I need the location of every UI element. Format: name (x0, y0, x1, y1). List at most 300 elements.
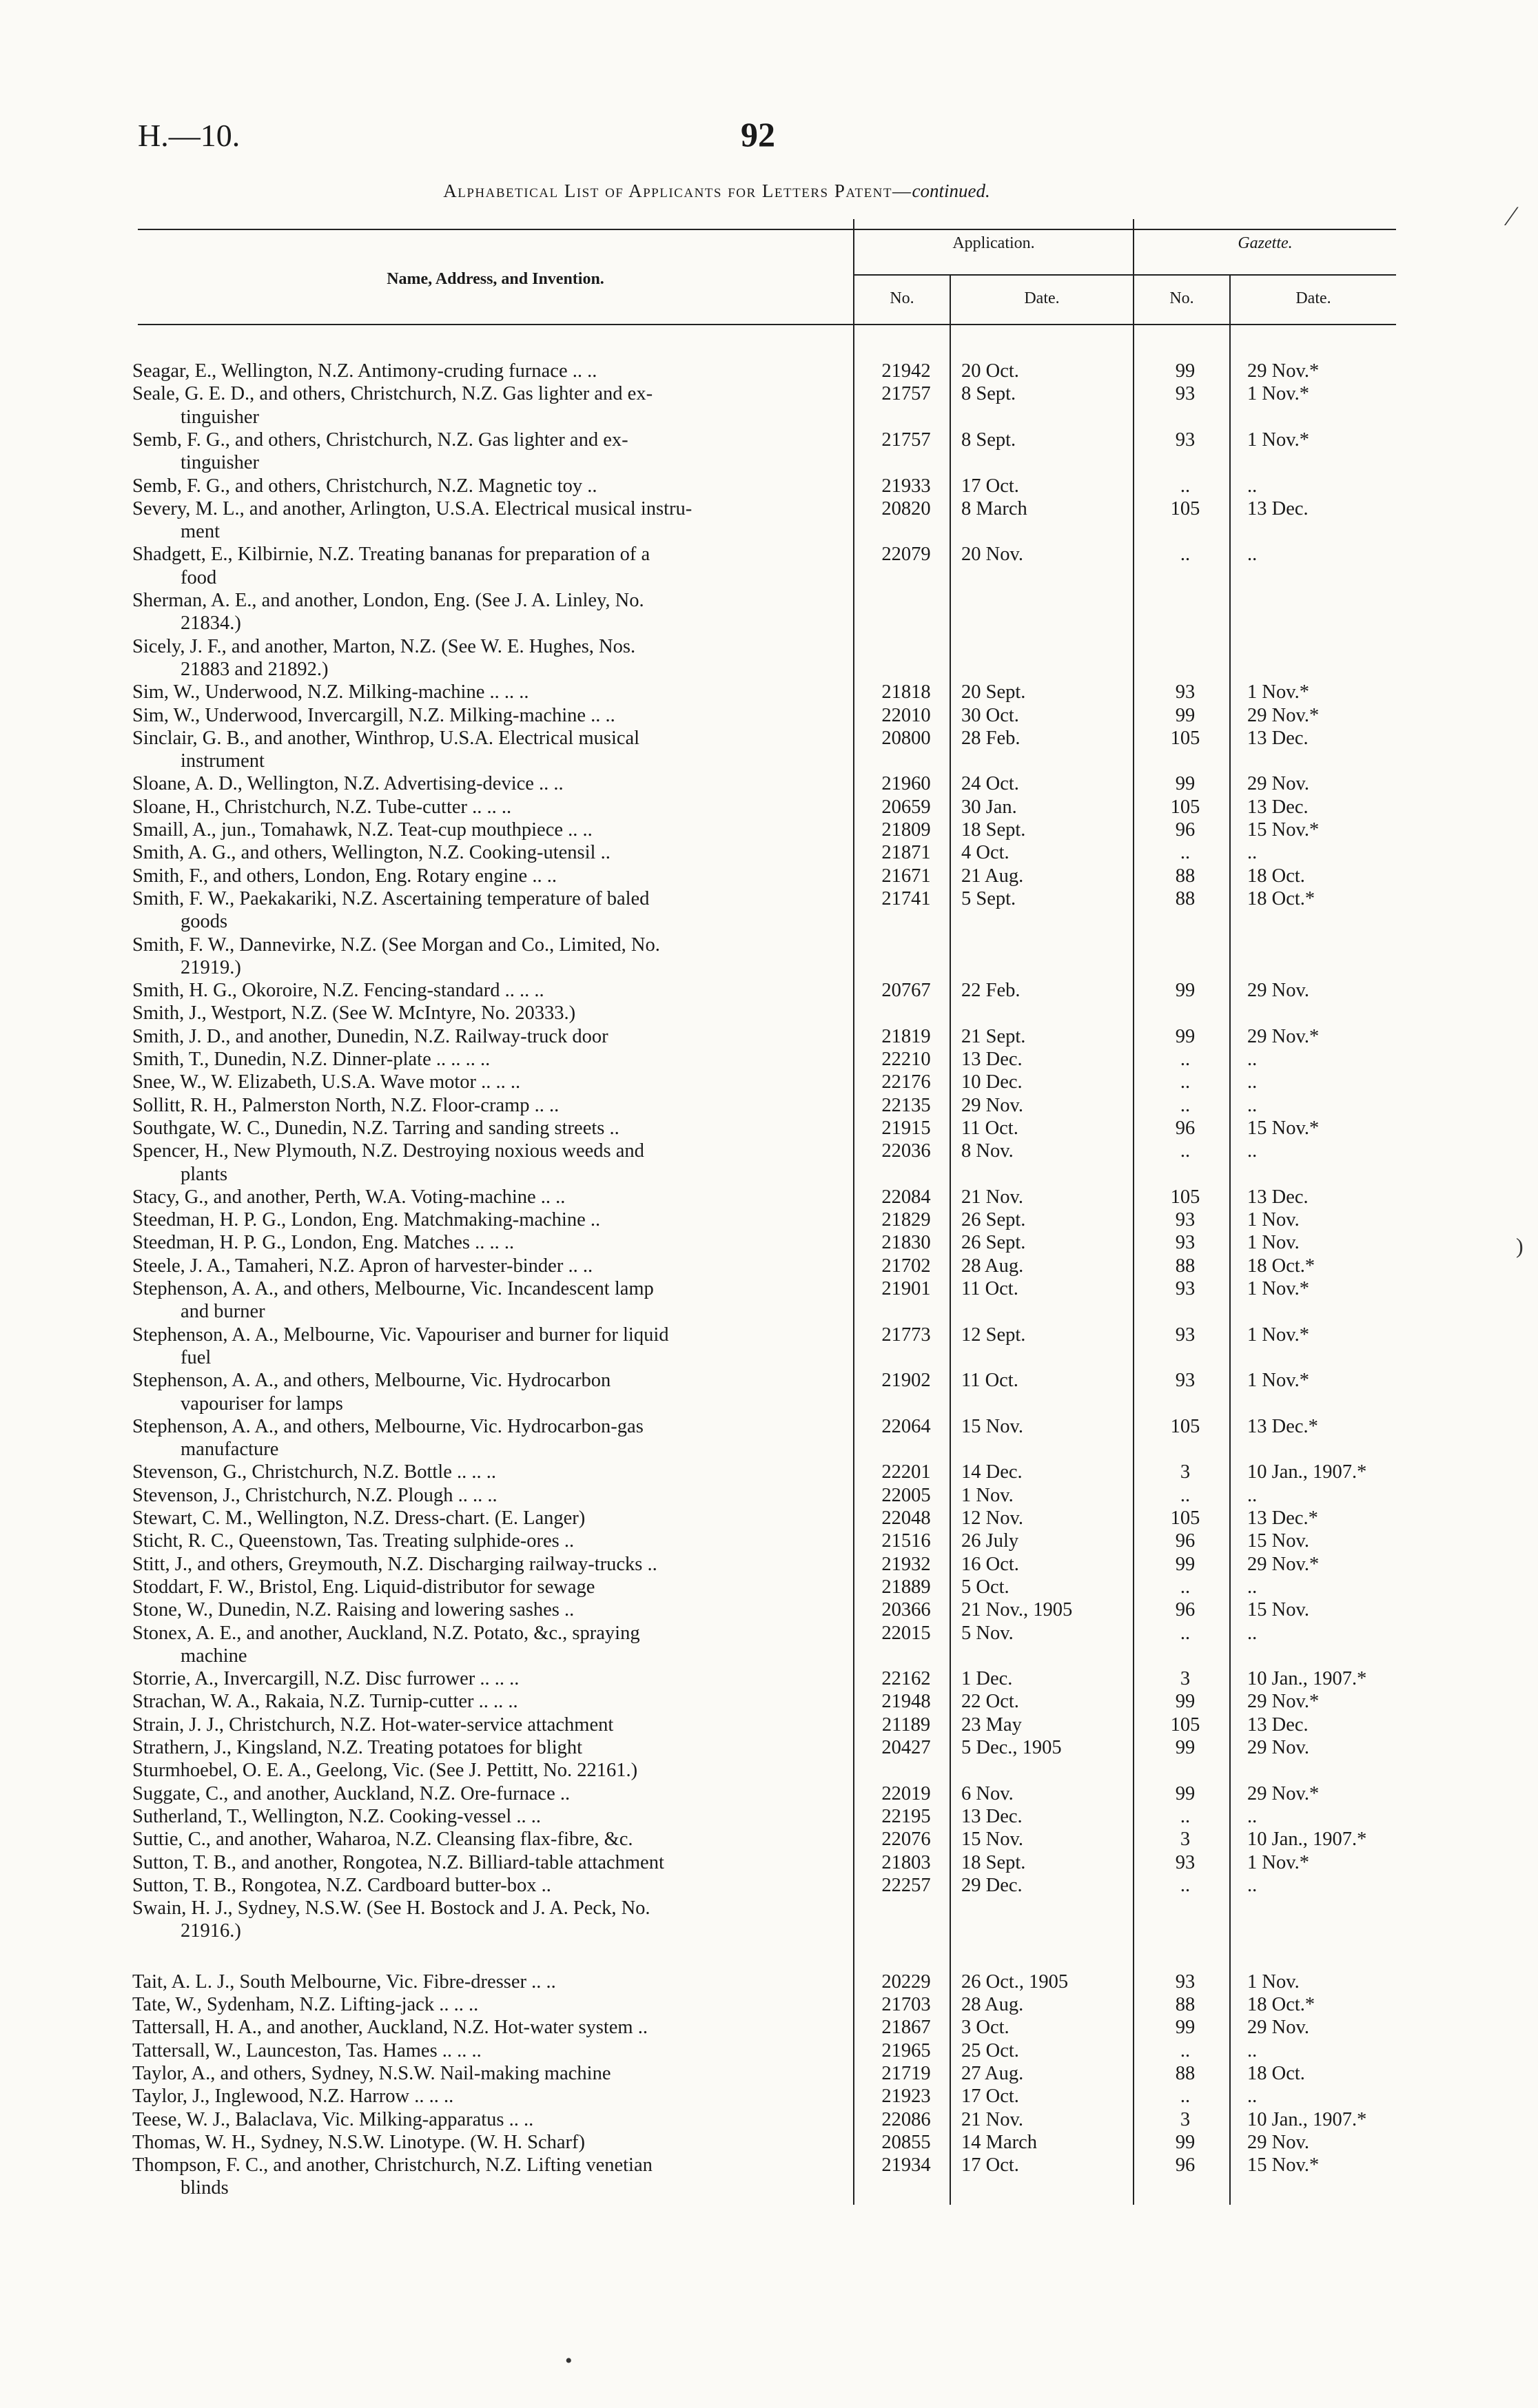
gazette-date: 13 Dec.* (1247, 1415, 1318, 1437)
application-number: 21757 (881, 429, 931, 451)
gazette-date: .. (1247, 1140, 1258, 1162)
gazette-number: 96 (1175, 819, 1196, 841)
gazette-date: 1 Nov.* (1247, 1324, 1309, 1346)
table-row-continuation (0, 658, 1538, 681)
application-number: 22076 (881, 1829, 931, 1851)
applicant-entry: Shadgett, E., Kilbirnie, N.Z. Treating bananas for preparation of a (132, 544, 650, 566)
application-number: 21803 (881, 1851, 931, 1873)
gazette-date: 29 Nov.* (1247, 1025, 1320, 1047)
application-date: 1 Dec. (961, 1668, 1013, 1690)
applicant-entry: Strathern, J., Kingsland, N.Z. Treating potatoes for blight (132, 1737, 583, 1758)
gazette-number: 93 (1175, 1370, 1196, 1392)
application-number: 22036 (881, 1140, 931, 1162)
header-application-date: Date. (1024, 289, 1060, 307)
application-date: 8 March (961, 497, 1027, 519)
application-number: 21830 (881, 1232, 931, 1254)
gazette-number: 93 (1175, 1324, 1196, 1346)
table-row-continuation (0, 406, 1538, 429)
gazette-date: 13 Dec. (1247, 497, 1309, 519)
application-number: 21867 (881, 2017, 931, 2039)
application-number: 21516 (881, 1530, 931, 1552)
gazette-number: .. (1180, 1622, 1191, 1644)
application-number: 22176 (881, 1071, 931, 1093)
caption-main: Alphabetical List of Applicants for Letters Patent— (443, 181, 912, 201)
gazette-number: 93 (1175, 429, 1196, 451)
application-number: 21829 (881, 1209, 931, 1231)
table-row (0, 1369, 1538, 1392)
applicant-entry: Sutherland, T., Wellington, N.Z. Cooking-vessel .. .. (132, 1805, 541, 1827)
table-row (0, 1828, 1538, 1851)
gazette-number: 93 (1175, 1970, 1196, 1993)
gazette-date: 18 Oct. (1247, 865, 1305, 887)
application-number: 21948 (881, 1691, 931, 1713)
table-row-continuation (0, 520, 1538, 543)
application-date: 25 Oct. (961, 2039, 1019, 2061)
applicant-entry: tinguisher (181, 406, 259, 428)
table-row (0, 1970, 1538, 1993)
application-number: 21671 (881, 865, 931, 887)
table-row (0, 1461, 1538, 1483)
table-row (0, 1622, 1538, 1645)
applicant-entry: Sutton, T. B., Rongotea, N.Z. Cardboard butter-box .. (132, 1874, 551, 1896)
application-date: 21 Sept. (961, 1025, 1026, 1047)
application-number: 22195 (881, 1805, 931, 1827)
applicant-entry: Tattersall, W., Launceston, Tas. Hames .. .. .. (132, 2039, 482, 2061)
application-date: 5 Dec., 1905 (961, 1737, 1062, 1758)
gazette-number: 93 (1175, 681, 1196, 703)
application-number: 20427 (881, 1737, 931, 1758)
gazette-date: 1 Nov. (1247, 1232, 1300, 1254)
application-number: 20800 (881, 727, 931, 749)
table-row (0, 1324, 1538, 1346)
gazette-number: 93 (1175, 383, 1196, 405)
table-row (0, 2016, 1538, 2039)
applicant-entry: Sloane, H., Christchurch, N.Z. Tube-cutter .. .. .. (132, 796, 512, 818)
gazette-number: 99 (1175, 1025, 1196, 1047)
application-number: 20659 (881, 796, 931, 818)
table-row (0, 1759, 1538, 1782)
application-date: 5 Sept. (961, 887, 1016, 909)
application-number: 20366 (881, 1599, 931, 1621)
application-number: 21703 (881, 1994, 931, 2015)
applicant-entry: Seale, G. E. D., and others, Christchurch, N.Z. Gas lighter and ex- (132, 383, 653, 405)
application-number: 21773 (881, 1324, 931, 1346)
gazette-number: .. (1180, 1576, 1191, 1598)
table-row (0, 1094, 1538, 1117)
gazette-number: 88 (1175, 1255, 1196, 1277)
application-number: 21702 (881, 1255, 931, 1277)
application-number: 21934 (881, 2154, 931, 2177)
gazette-number: 3 (1180, 2108, 1191, 2130)
gazette-number: 96 (1175, 2154, 1196, 2177)
table-row-continuation (0, 1392, 1538, 1415)
application-number: 22010 (881, 704, 931, 726)
gazette-number: 3 (1180, 1461, 1191, 1483)
gazette-number: .. (1180, 1071, 1191, 1093)
document-reference: H.—10. (138, 118, 240, 153)
applicant-entry: Sollitt, R. H., Palmerston North, N.Z. Floor-cramp .. .. (132, 1094, 560, 1116)
applicant-entry: Smith, A. G., and others, Wellington, N.Z. Cooking-utensil .. (132, 842, 611, 864)
gazette-number: 99 (1175, 704, 1196, 726)
application-date: 1 Nov. (961, 1484, 1014, 1506)
table-row (0, 887, 1538, 910)
table-row (0, 865, 1538, 887)
gazette-number: 99 (1175, 1737, 1196, 1758)
application-number: 20820 (881, 497, 931, 519)
application-number: 21889 (881, 1576, 931, 1598)
application-date: 26 Sept. (961, 1209, 1026, 1231)
applicant-entry: machine (181, 1645, 247, 1667)
gazette-number: .. (1180, 1049, 1191, 1070)
gazette-number: 99 (1175, 2131, 1196, 2153)
table-row (0, 1025, 1538, 1048)
gazette-date: 1 Nov.* (1247, 429, 1309, 451)
application-date: 26 July (961, 1530, 1019, 1552)
table-row-continuation (0, 956, 1538, 979)
application-date: 30 Oct. (961, 704, 1019, 726)
applicant-entry: Suttie, C., and another, Waharoa, N.Z. Cleansing flax-fibre, &c. (132, 1829, 633, 1851)
application-date: 5 Oct. (961, 1576, 1009, 1598)
gazette-number: 96 (1175, 1117, 1196, 1139)
table-row-continuation (0, 1920, 1538, 1942)
application-number: 22048 (881, 1507, 931, 1529)
application-date: 10 Dec. (961, 1071, 1023, 1093)
gazette-date: 1 Nov. (1247, 1209, 1300, 1231)
table-row (0, 360, 1538, 382)
application-date: 28 Feb. (961, 727, 1021, 749)
gazette-number: 3 (1180, 1668, 1191, 1690)
application-date: 24 Oct. (961, 773, 1019, 795)
applicant-entry: 21883 and 21892.) (181, 658, 329, 680)
applicant-entry: Steedman, H. P. G., London, Eng. Matchmaking-machine .. (132, 1209, 601, 1231)
gazette-number: 88 (1175, 887, 1196, 909)
application-date: 18 Sept. (961, 1851, 1026, 1873)
header-gazette-no: No. (1169, 289, 1194, 307)
applicant-entry: and burner (181, 1301, 265, 1323)
table-row (0, 681, 1538, 703)
table-row-continuation (0, 910, 1538, 933)
table-row (0, 1484, 1538, 1507)
applicant-entry: Stephenson, A. A., and others, Melbourne, Vic. Incandescent lamp (132, 1278, 654, 1299)
applicant-entry: ment (181, 521, 220, 543)
table-row (0, 1714, 1538, 1736)
table-row-continuation (0, 612, 1538, 635)
applicant-entry: Stoddart, F. W., Bristol, Eng. Liquid-distributor for sewage (132, 1576, 595, 1598)
applicant-entry: Tattersall, H. A., and another, Auckland, N.Z. Hot-water system .. (132, 2017, 648, 2039)
gazette-number: .. (1180, 1140, 1191, 1162)
application-date: 11 Oct. (961, 1117, 1018, 1139)
gazette-date: .. (1247, 1094, 1258, 1116)
gazette-number: 99 (1175, 1691, 1196, 1713)
applicant-entry: Taylor, A., and others, Sydney, N.S.W. Nail-making machine (132, 2062, 611, 2084)
table-row (0, 543, 1538, 566)
gazette-number: 99 (1175, 2017, 1196, 2039)
header-application-no: No. (890, 289, 914, 307)
applicant-entry: Tait, A. L. J., South Melbourne, Vic. Fibre-dresser .. .. (132, 1970, 556, 1993)
gazette-number: 105 (1170, 497, 1200, 519)
gazette-date: .. (1247, 1576, 1258, 1598)
application-number: 22019 (881, 1782, 931, 1804)
applicant-entry: Stacy, G., and another, Perth, W.A. Voting-machine .. .. (132, 1186, 566, 1208)
gazette-number: 105 (1170, 796, 1200, 818)
application-number: 20767 (881, 980, 931, 1002)
applicant-entry: 21919.) (181, 956, 241, 978)
application-number: 21915 (881, 1117, 931, 1139)
applicant-entry: Severy, M. L., and another, Arlington, U.S.A. Electrical musical instru- (132, 497, 693, 519)
gazette-date: 10 Jan., 1907.* (1247, 1829, 1367, 1851)
applicant-entry: Strachan, W. A., Rakaia, N.Z. Turnip-cutter .. .. .. (132, 1691, 518, 1713)
application-date: 21 Aug. (961, 865, 1024, 887)
gazette-date: .. (1247, 1071, 1258, 1093)
gazette-date: 10 Jan., 1907.* (1247, 1461, 1367, 1483)
applicant-entry: blinds (181, 2177, 229, 2199)
table-row (0, 772, 1538, 795)
applicant-entry: Semb, F. G., and others, Christchurch, N.Z. Gas lighter and ex- (132, 429, 628, 451)
gazette-date: 15 Nov. (1247, 1530, 1309, 1552)
applicant-entry: Stephenson, A. A., and others, Melbourne, Vic. Hydrocarbon (132, 1370, 611, 1392)
application-number: 22086 (881, 2108, 931, 2130)
applicant-entry: 21916.) (181, 1920, 241, 1942)
table-row (0, 1805, 1538, 1828)
gazette-date: .. (1247, 544, 1258, 566)
gazette-date: 18 Oct. (1247, 2062, 1305, 2084)
gazette-date: 10 Jan., 1907.* (1247, 2108, 1367, 2130)
gazette-number: 105 (1170, 1507, 1200, 1529)
applicant-entry: Stevenson, G., Christchurch, N.Z. Bottle .. .. .. (132, 1461, 496, 1483)
table-row (0, 796, 1538, 819)
application-number: 21809 (881, 819, 931, 841)
application-number: 21965 (881, 2039, 931, 2061)
application-date: 21 Nov. (961, 1186, 1023, 1208)
application-date: 22 Oct. (961, 1691, 1019, 1713)
margin-tick-mark: ) (1516, 1233, 1524, 1258)
table-row (0, 1208, 1538, 1231)
application-number: 21942 (881, 360, 931, 382)
table-row (0, 1186, 1538, 1208)
gazette-number: 88 (1175, 2062, 1196, 2084)
gazette-date: 1 Nov.* (1247, 1278, 1309, 1299)
gazette-number: 93 (1175, 1209, 1196, 1231)
application-date: 14 March (961, 2131, 1038, 2153)
table-row (0, 819, 1538, 841)
application-date: 8 Nov. (961, 1140, 1014, 1162)
application-date: 8 Sept. (961, 429, 1016, 451)
applicant-entry: instrument (181, 750, 265, 772)
application-date: 13 Dec. (961, 1049, 1023, 1070)
gazette-date: 18 Oct.* (1247, 1994, 1315, 2015)
applicant-entry: Strain, J. J., Christchurch, N.Z. Hot-water-service attachment (132, 1714, 614, 1736)
table-row (0, 1736, 1538, 1759)
applicant-entry: Snee, W., W. Elizabeth, U.S.A. Wave motor .. .. .. (132, 1071, 521, 1093)
header-name-address-invention: Name, Address, and Invention. (387, 270, 604, 288)
gazette-number: 105 (1170, 1714, 1200, 1736)
applicant-entry: Stitt, J., and others, Greymouth, N.Z. Discharging railway-trucks .. (132, 1553, 657, 1575)
gazette-number: .. (1180, 2039, 1191, 2061)
application-date: 17 Oct. (961, 2154, 1019, 2177)
applicant-entry: Stone, W., Dunedin, N.Z. Raising and lowering sashes .. (132, 1599, 575, 1621)
applicant-entry: Tate, W., Sydenham, N.Z. Lifting-jack .. .. .. (132, 1994, 479, 2015)
applicant-entry: Sim, W., Underwood, Invercargill, N.Z. Milking-machine .. .. (132, 704, 615, 726)
applicant-entry: tinguisher (181, 452, 259, 474)
table-row (0, 497, 1538, 520)
application-number: 21819 (881, 1025, 931, 1047)
application-date: 26 Sept. (961, 1232, 1026, 1254)
applicant-entry: Suggate, C., and another, Auckland, N.Z. Ore-furnace .. (132, 1782, 571, 1804)
table-row (0, 1667, 1538, 1690)
table-row-continuation (0, 1346, 1538, 1369)
applicant-entry: Steele, J. A., Tamaheri, N.Z. Apron of harvester-binder .. .. (132, 1255, 593, 1277)
table-row-continuation (0, 2177, 1538, 2199)
applicant-entry: Storrie, A., Invercargill, N.Z. Disc furrower .. .. .. (132, 1668, 520, 1690)
applicant-entry: Swain, H. J., Sydney, N.S.W. (See H. Bostock and J. A. Peck, No. (132, 1897, 650, 1920)
applicant-entry: Smith, J. D., and another, Dunedin, N.Z. Railway-truck door (132, 1025, 608, 1047)
gazette-date: .. (1247, 1049, 1258, 1070)
applicant-entry: Stewart, C. M., Wellington, N.Z. Dress-chart. (E. Langer) (132, 1507, 586, 1529)
gazette-number: 93 (1175, 1278, 1196, 1299)
application-date: 21 Nov. (961, 2108, 1023, 2130)
application-number: 20229 (881, 1970, 931, 1993)
applicant-entry: Southgate, W. C., Dunedin, N.Z. Tarring and sanding streets .. (132, 1117, 619, 1139)
gazette-date: .. (1247, 1805, 1258, 1827)
table-row (0, 1598, 1538, 1621)
gazette-date: 1 Nov.* (1247, 681, 1309, 703)
application-number: 22084 (881, 1186, 931, 1208)
table-row-continuation (0, 566, 1538, 589)
table-row (0, 1117, 1538, 1140)
application-number: 21871 (881, 842, 931, 864)
application-number: 21757 (881, 383, 931, 405)
table-row (0, 1277, 1538, 1300)
gazette-date: 1 Nov.* (1247, 1370, 1309, 1392)
table-row (0, 1255, 1538, 1277)
applicant-entry: Steedman, H. P. G., London, Eng. Matches .. .. .. (132, 1232, 515, 1254)
applicant-entry: Sinclair, G. B., and another, Winthrop, U.S.A. Electrical musical (132, 727, 640, 749)
application-date: 15 Nov. (961, 1829, 1023, 1851)
gazette-date: .. (1247, 842, 1258, 864)
applicant-entry: manufacture (181, 1439, 279, 1461)
gazette-number: .. (1180, 544, 1191, 566)
applicant-entry: Smith, F. W., Dannevirke, N.Z. (See Morgan and Co., Limited, No. (132, 934, 660, 956)
gazette-date: 15 Nov.* (1247, 2154, 1320, 2177)
table-row (0, 2131, 1538, 2154)
gazette-number: 88 (1175, 1994, 1196, 2015)
applicant-entry: Stonex, A. E., and another, Auckland, N.Z. Potato, &c., spraying (132, 1622, 640, 1644)
gazette-date: 1 Nov. (1247, 1970, 1300, 1993)
application-date: 11 Oct. (961, 1278, 1018, 1299)
applicant-entry: Sim, W., Underwood, N.Z. Milking-machine .. .. .. (132, 681, 529, 703)
applicant-entry: Smaill, A., jun., Tomahawk, N.Z. Teat-cup mouthpiece .. .. (132, 819, 593, 841)
header-gazette: Gazette. (1238, 234, 1293, 252)
table-row (0, 1690, 1538, 1713)
applicant-entry: Teese, W. J., Balaclava, Vic. Milking-apparatus .. .. (132, 2108, 534, 2130)
table-row (0, 589, 1538, 612)
application-date: 29 Dec. (961, 1874, 1023, 1896)
gazette-date: .. (1247, 2086, 1258, 2108)
applicant-entry: Thompson, F. C., and another, Christchurch, N.Z. Lifting venetian (132, 2154, 653, 2177)
table-row-continuation (0, 1645, 1538, 1667)
table-row-continuation (0, 1163, 1538, 1186)
application-date: 8 Sept. (961, 383, 1016, 405)
application-number: 22135 (881, 1094, 931, 1116)
application-date: 13 Dec. (961, 1805, 1023, 1827)
gazette-date: 10 Jan., 1907.* (1247, 1668, 1367, 1690)
page-number: 92 (741, 115, 775, 154)
table-row (0, 1140, 1538, 1162)
gazette-date: 1 Nov.* (1247, 383, 1309, 405)
gazette-date: .. (1247, 1622, 1258, 1644)
gazette-date: 13 Dec. (1247, 796, 1309, 818)
application-number: 21719 (881, 2062, 931, 2084)
applicant-entry: Smith, J., Westport, N.Z. (See W. McIntyre, No. 20333.) (132, 1002, 576, 1025)
application-number: 22162 (881, 1668, 931, 1690)
application-number: 21960 (881, 773, 931, 795)
table-row (0, 727, 1538, 750)
application-date: 26 Oct., 1905 (961, 1970, 1069, 1993)
applicant-entry: fuel (181, 1346, 212, 1368)
gazette-date: 15 Nov.* (1247, 1117, 1320, 1139)
table-row (0, 704, 1538, 727)
table-row (0, 635, 1538, 658)
table-row (0, 1851, 1538, 1874)
application-date: 17 Oct. (961, 475, 1019, 497)
application-number: 22201 (881, 1461, 931, 1483)
applicant-entry: Sturmhoebel, O. E. A., Geelong, Vic. (See J. Pettitt, No. 22161.) (132, 1760, 638, 1782)
applicant-entry: Semb, F. G., and others, Christchurch, N.Z. Magnetic toy .. (132, 475, 597, 497)
application-number: 22064 (881, 1415, 931, 1437)
gazette-date: 29 Nov.* (1247, 360, 1320, 382)
application-date: 20 Nov. (961, 544, 1023, 566)
gazette-number: 93 (1175, 1232, 1196, 1254)
applicant-entry: Stevenson, J., Christchurch, N.Z. Plough .. .. .. (132, 1484, 498, 1506)
header-gazette-date: Date. (1295, 289, 1331, 307)
application-date: 12 Sept. (961, 1324, 1026, 1346)
gazette-number: 88 (1175, 865, 1196, 887)
gazette-date: .. (1247, 1874, 1258, 1896)
gazette-date: 18 Oct.* (1247, 887, 1315, 909)
application-date: 11 Oct. (961, 1370, 1018, 1392)
application-date: 18 Sept. (961, 819, 1026, 841)
gazette-date: 13 Dec.* (1247, 1507, 1318, 1529)
gazette-number: 99 (1175, 1782, 1196, 1804)
applicant-entry: Sloane, A. D., Wellington, N.Z. Advertising-device .. .. (132, 773, 564, 795)
header-application: Application. (952, 234, 1035, 252)
application-date: 6 Nov. (961, 1782, 1014, 1804)
applicant-entry: Seagar, E., Wellington, N.Z. Antimony-cruding furnace .. .. (132, 360, 597, 382)
applicant-entry: Stephenson, A. A., Melbourne, Vic. Vapouriser and burner for liquid (132, 1324, 669, 1346)
applicant-entry: Sutton, T. B., and another, Rongotea, N.Z. Billiard-table attachment (132, 1851, 664, 1873)
table-row (0, 2154, 1538, 2177)
application-number: 22210 (881, 1049, 931, 1070)
application-date: 23 May (961, 1714, 1022, 1736)
applicant-entry: Smith, H. G., Okoroire, N.Z. Fencing-standard .. .. .. (132, 980, 544, 1002)
table-row-continuation (0, 451, 1538, 474)
applicant-entry: Taylor, J., Inglewood, N.Z. Harrow .. .. .. (132, 2086, 454, 2108)
applicant-entry: Spencer, H., New Plymouth, N.Z. Destroying noxious weeds and (132, 1140, 644, 1162)
gazette-number: .. (1180, 1805, 1191, 1827)
gazette-date: .. (1247, 475, 1258, 497)
gazette-date: .. (1247, 2039, 1258, 2061)
application-date: 14 Dec. (961, 1461, 1023, 1483)
gazette-number: 105 (1170, 1415, 1200, 1437)
gazette-number: 99 (1175, 1553, 1196, 1575)
gazette-date: 29 Nov.* (1247, 1553, 1320, 1575)
application-number: 21932 (881, 1553, 931, 1575)
gazette-number: .. (1180, 1874, 1191, 1896)
application-number: 22257 (881, 1874, 931, 1896)
application-date: 27 Aug. (961, 2062, 1024, 2084)
application-date: 5 Nov. (961, 1622, 1014, 1644)
table-row (0, 2039, 1538, 2062)
